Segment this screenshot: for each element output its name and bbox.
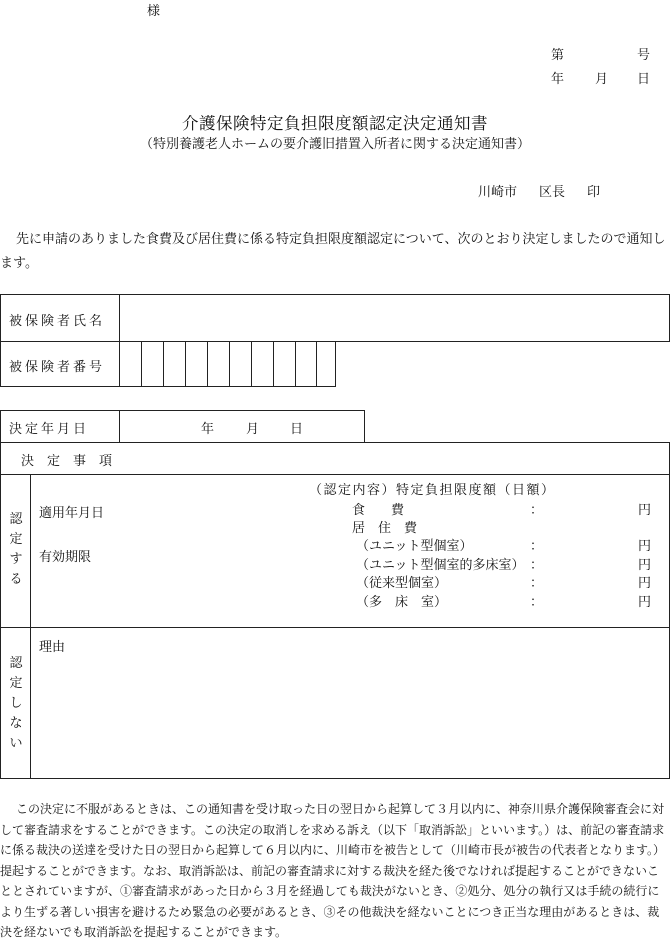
insured-name-row	[0, 294, 670, 342]
issuer-seal: 印	[587, 185, 601, 200]
issue-day-label: 日	[637, 72, 651, 87]
food-label: 食 費	[352, 503, 405, 518]
residence-row-yen: 円	[638, 539, 652, 554]
decision-year-label: 年	[201, 422, 215, 437]
reason-label: 理由	[39, 640, 66, 655]
doc-number-prefix: 第	[551, 48, 565, 63]
residence-row-label: （ユニット型個室）	[356, 539, 473, 554]
decision-date-label: 決定年月日	[9, 422, 90, 437]
document-subtitle: （特別養護老人ホームの要介護旧措置入所者に関する決定通知書）	[139, 137, 530, 152]
doc-number-suffix: 号	[637, 48, 651, 63]
residence-row-yen: 円	[638, 576, 652, 591]
decision-date-row	[0, 410, 365, 443]
insured-number-row	[0, 341, 336, 387]
valid-period-label: 有効期限	[39, 550, 92, 565]
issue-month-label: 月	[595, 72, 609, 87]
decision-month-label: 月	[246, 422, 260, 437]
residence-row-label: （従来型個室）	[356, 576, 448, 591]
residence-row-colon: ：	[530, 576, 544, 591]
insured-name-label: 被保険者氏名	[9, 314, 106, 329]
issuer-ward: 区長	[539, 185, 566, 200]
residence-label: 居 住 費	[352, 521, 418, 536]
document-title: 介護保険特定負担限度額認定決定通知書	[182, 114, 488, 133]
residence-row-colon: ：	[530, 539, 544, 554]
issuer	[478, 181, 600, 200]
issuer-city: 川崎市	[478, 185, 518, 200]
residence-row-yen: 円	[638, 557, 652, 573]
residence-row-colon: ：	[530, 557, 544, 573]
content-header: （認定内容）特定負担限度額（日額）	[309, 483, 556, 498]
deny-vertical-label: 認定しない	[9, 656, 23, 751]
addressee-suffix: 様	[147, 4, 161, 19]
approve-vertical-label: 認定する	[9, 512, 23, 587]
decision-day-label: 日	[290, 422, 304, 437]
food-yen: 円	[638, 503, 652, 518]
residence-row-label: （多 床 室）	[356, 594, 448, 610]
residence-row-colon: ：	[530, 594, 544, 610]
insured-number-label: 被保険者番号	[9, 360, 106, 375]
appeal-notice: この決定に不服があるときは、この通知書を受け取った日の翌日から起算して３月以内に、神奈川県介護保険審査会に対して審査請求をすることができます。この決定の取消しを求める訴え（以下「取消訴訟」といいます。）は、前記の審査請求に係る裁決の送達を受けた日の翌日から起算して６月以内に、川崎市を被告として（川崎市長が被告の代表者となります。）提起することができます。なお、取消訴訟は、前記の審査請求に対する裁決を経た後でなければ提起することができないこととされていますが、①審査請求があった日から３月を経過しても裁決がないとき、②処分、処分の執行又は手続の続行により生ずる著しい損害を避けるため緊急の必要があるとき、③その他裁決を経ないことにつき正当な理由があるときは、裁決を経ないでも取消訴訟を提起することができます。	[0, 802, 666, 939]
apply-date-label: 適用年月日	[39, 506, 105, 521]
residence-row-yen: 円	[638, 594, 652, 610]
decision-block	[0, 442, 670, 779]
issue-year-label: 年	[551, 72, 565, 87]
residence-row-label: （ユニット型個室的多床室）	[356, 557, 525, 573]
decision-matters-label: 決 定 事 項	[21, 454, 113, 469]
food-colon: ：	[530, 503, 544, 518]
intro-paragraph: 先に申請のありました食費及び居住費に係る特定負担限度額認定について、次のとおり決定しましたので通知します。	[0, 232, 666, 271]
